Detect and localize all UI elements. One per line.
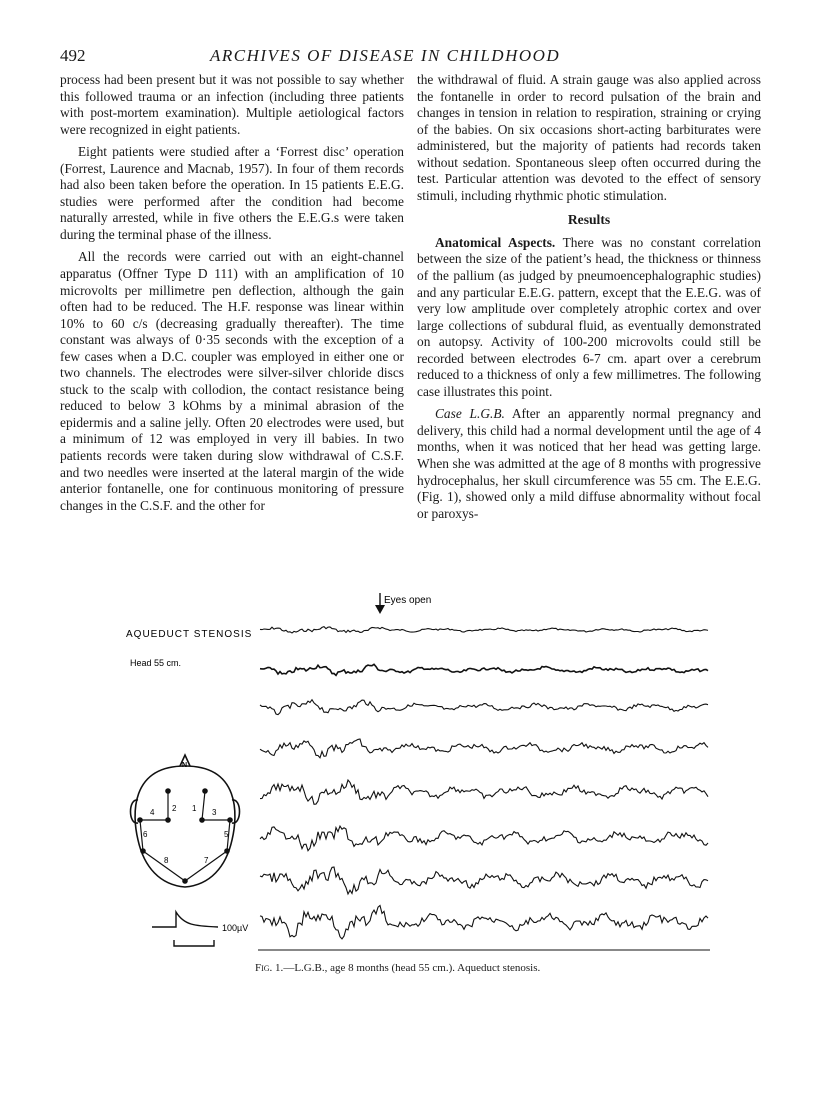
- head-electrode-diagram: [131, 755, 240, 887]
- eeg-channel-trace: [260, 906, 708, 939]
- paragraph: [417, 235, 761, 400]
- right-column: [417, 72, 761, 522]
- figure-caption: [255, 962, 540, 974]
- paragraph: the withdrawal of fluid. A strain gauge was also applied across the fontanelle in order to record pulsation of the brain and changes in tension in relation to respiration, straining or crying of the babies. On six occasions short-acting barbiturates were administered, but the majority of patients had records taken without sedation. Spontaneous sleep often occurred during the test. Particular attention was devoted to the effect of sensory stimuli, including rhythmic photic stimulation.: [417, 72, 761, 203]
- head-outline: [135, 766, 235, 887]
- eeg-channel-trace: [260, 867, 708, 894]
- paragraph: Eight patients were studied after a ‘Forrest disc’ operation (Forrest, Laurence and Macnab, 1957). In four of them records had also been taken before the operation. In 15 patients E.E.G. studies were performed after the condition had become naturally arrested, while in five others the E.E.G.s were taken during the terminal phase of the illness.: [60, 144, 404, 242]
- electrode-label: 5: [224, 830, 229, 839]
- running-title: ARCHIVES OF DISEASE IN CHILDHOOD: [210, 46, 561, 65]
- electrode-label: 3: [212, 808, 217, 817]
- condition-label: AQUEDUCT STENOSIS: [126, 629, 253, 640]
- paragraph: All the records were carried out with an eight-channel apparatus (Offner Type D 111) with an amplification of 10 microvolts per millimetre pen deflection, although the gain often had to be reduced. The H.F. response was linear within 10% to 60 c/s (decreasing gradually thereafter). The time constant was always of 0·35 seconds with the exception of a few cases when a D.C. coupler was employed in either one or two channels. The electrodes were silver-silver chloride discs stuck to the scalp with collodion, the contact resistance being reduced to below 3 kOhms by a minimal abrasion of the epidermis and a saline jelly. Often 20 electrodes were used, but a minimum of 12 was employed in very ill babies. In two patients records were taken during slow withdrawal of C.S.F. and two needles were inserted at the lateral margin of the wide anterior fontanelle, one for continuous monitoring of pressure changes in the C.S.F. and the other for: [60, 249, 404, 513]
- eeg-traces: [260, 627, 708, 939]
- page-number: 492: [60, 46, 86, 65]
- calibration-label: 100µV: [222, 923, 249, 933]
- paragraph-text: After an apparently normal pregnancy and delivery, this child had a normal development until the age of 4 months, when it was noticed that her head was getting large. When she was admitted at the age of 8 months with progressive hydrocephalus, her skull circumference was 55 cm. The E.E.G. (Fig. 1), showed only a mild diffuse abnormality without focal or paroxys-: [417, 406, 761, 521]
- head-size-label: Head 55 cm.: [130, 658, 182, 668]
- electrode-label: 1: [192, 804, 197, 813]
- eeg-channel-trace: [260, 780, 708, 804]
- arrow-down-icon: [375, 605, 385, 614]
- calibration-pulse: [152, 912, 218, 927]
- case-label: Case L.G.B.: [435, 406, 505, 422]
- left-column: [60, 72, 404, 514]
- eeg-channel-trace: [260, 826, 708, 851]
- paragraph: [417, 406, 761, 522]
- electrode-label: 7: [204, 856, 209, 865]
- eeg-channel-trace: [260, 700, 708, 715]
- paragraph: process had been present but it was not possible to say whether this followed trauma or an infection (including three patients with post-mortem examination). Multiple aetiological factors were recognized in eight patients.: [60, 72, 404, 137]
- electrode-label: 6: [143, 830, 148, 839]
- electrode-label: 8: [164, 856, 169, 865]
- eyes-open-label: Eyes open: [384, 595, 432, 606]
- electrode-label: 2: [172, 804, 177, 813]
- time-scale-bar: [174, 940, 214, 946]
- caption-text: —L.G.B., age 8 months (head 55 cm.). Aqueduct stenosis.: [283, 962, 541, 974]
- paragraph-text: There was no constant correlation between the size of the patient’s head, the thickness or thinness of the pallium (as judged by pneumoencephalographic studies) and any particular E.E.G. pattern, except that the E.E.G. was of very low amplitude over completely atrophic cortex and over large collections of subdural fluid, as eventually demonstrated on autopsy. Activity of 100-200 microvolts could still be recorded between electrodes 6-7 cm. apart over a cerebrum reduced to a thickness of only a few millimetres. The following case illustrates this point.: [417, 234, 761, 399]
- nose-label: N: [182, 762, 188, 769]
- eeg-figure: [110, 585, 730, 975]
- eeg-channel-trace: [260, 739, 708, 758]
- eeg-channel-trace: [260, 664, 708, 675]
- figure-label: Fig. 1.: [255, 962, 284, 974]
- section-heading-results: Results: [567, 212, 611, 228]
- eeg-channel-trace: [260, 627, 708, 633]
- electrode-label: 4: [150, 808, 155, 817]
- run-in-heading: Anatomical Aspects.: [435, 234, 556, 250]
